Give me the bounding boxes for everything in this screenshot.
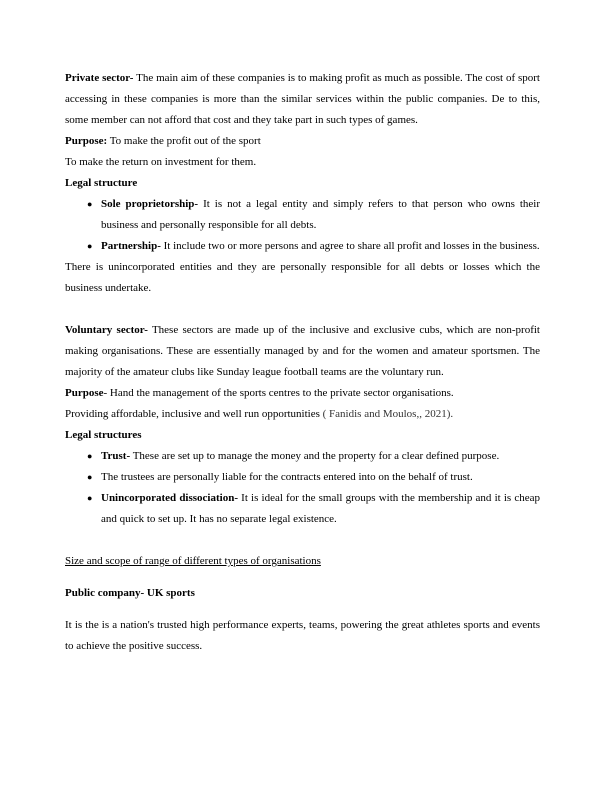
private-return-line: To make the return on investment for them.: [65, 156, 257, 168]
list-item: [65, 236, 540, 257]
list-item-text: It is not a legal entity and simply refers to that person who owns their business and personally responsible for all debts.: [101, 198, 540, 231]
bullet-icon: ●: [87, 241, 93, 251]
bullet-icon: ●: [87, 451, 93, 461]
list-item-label: Trust-: [101, 450, 131, 462]
spacer: [65, 299, 540, 320]
list-item-text: It include two or more persons and agree to share all profit and losses in the business.: [160, 240, 540, 252]
private-closing-paragraph: There is unincorporated entities and they are personally responsible for all debts or losses which the business undertake.: [65, 261, 540, 294]
list-item-label: Unincorporated dissociation-: [101, 492, 238, 504]
voluntary-purpose-label: Purpose: [65, 387, 104, 399]
spacer: [65, 604, 540, 615]
list-item: [65, 194, 540, 236]
private-sector-text: The main aim of these companies is to making profit as much as possible. The cost of sport accessing in these companies is more than the similar services within the public companies. De to this, some member can not afford that cost and they take part in such types of games.: [65, 72, 540, 126]
list-item-text: These are set up to manage the money and the property for a clear defined purpose.: [130, 450, 500, 462]
voluntary-sector-paragraph: [65, 320, 540, 383]
public-company-paragraph: It is the is a nation's trusted high performance experts, teams, powering the great athletes sports and events to achieve the positive success.: [65, 619, 540, 652]
size-scope-heading: Size and scope of range of different types of organisations: [65, 555, 321, 567]
voluntary-sector-text: These sectors are made up of the inclusive and exclusive cubs, which are non-profit making organisations. These are essentially managed by and for the women and amateur sportsmen. The majority of the amateur clubs like Sunday league football teams are the voluntary run.: [65, 324, 540, 378]
voluntary-sector-label: Voluntary sector-: [65, 324, 148, 336]
private-sector-label: Private sector-: [65, 72, 134, 84]
private-purpose-line: [65, 131, 540, 152]
list-item: [65, 446, 540, 467]
list-item: [65, 467, 540, 488]
public-company-label: Public company- UK sports: [65, 587, 195, 599]
list-item-label: Partnership-: [101, 240, 161, 252]
spacer: [65, 530, 540, 551]
bullet-icon: ●: [87, 472, 93, 482]
list-item-text: The trustees are personally liable for the contracts entered into on the behalf of trust.: [101, 471, 473, 483]
private-purpose-text: To make the profit out of the sport: [107, 135, 261, 147]
private-sector-paragraph: [65, 68, 540, 131]
private-legal-list: [65, 194, 540, 257]
document-body: [65, 68, 540, 657]
voluntary-legal-heading: Legal structures: [65, 429, 142, 441]
citation: ( Fanidis and Moulos,, 2021).: [322, 408, 454, 420]
voluntary-purpose-text: - Hand the management of the sports centres to the private sector organisations.: [103, 387, 454, 399]
voluntary-providing-text: Providing affordable, inclusive and well run opportunities: [65, 408, 323, 420]
public-company-heading: [65, 583, 540, 604]
voluntary-legal-list: [65, 446, 540, 530]
list-item-label: Sole proprietorship-: [101, 198, 199, 210]
bullet-icon: ●: [87, 493, 93, 503]
private-purpose-label: Purpose:: [65, 135, 108, 147]
private-legal-heading: Legal structure: [65, 177, 138, 189]
list-item-text: It is ideal for the small groups with the membership and it is cheap and quick to set up. It has no separate legal existence.: [101, 492, 540, 525]
list-item: [65, 488, 540, 530]
bullet-icon: ●: [87, 199, 93, 209]
voluntary-purpose-line: [65, 383, 540, 404]
voluntary-providing-line: [65, 404, 540, 425]
spacer: [65, 572, 540, 583]
